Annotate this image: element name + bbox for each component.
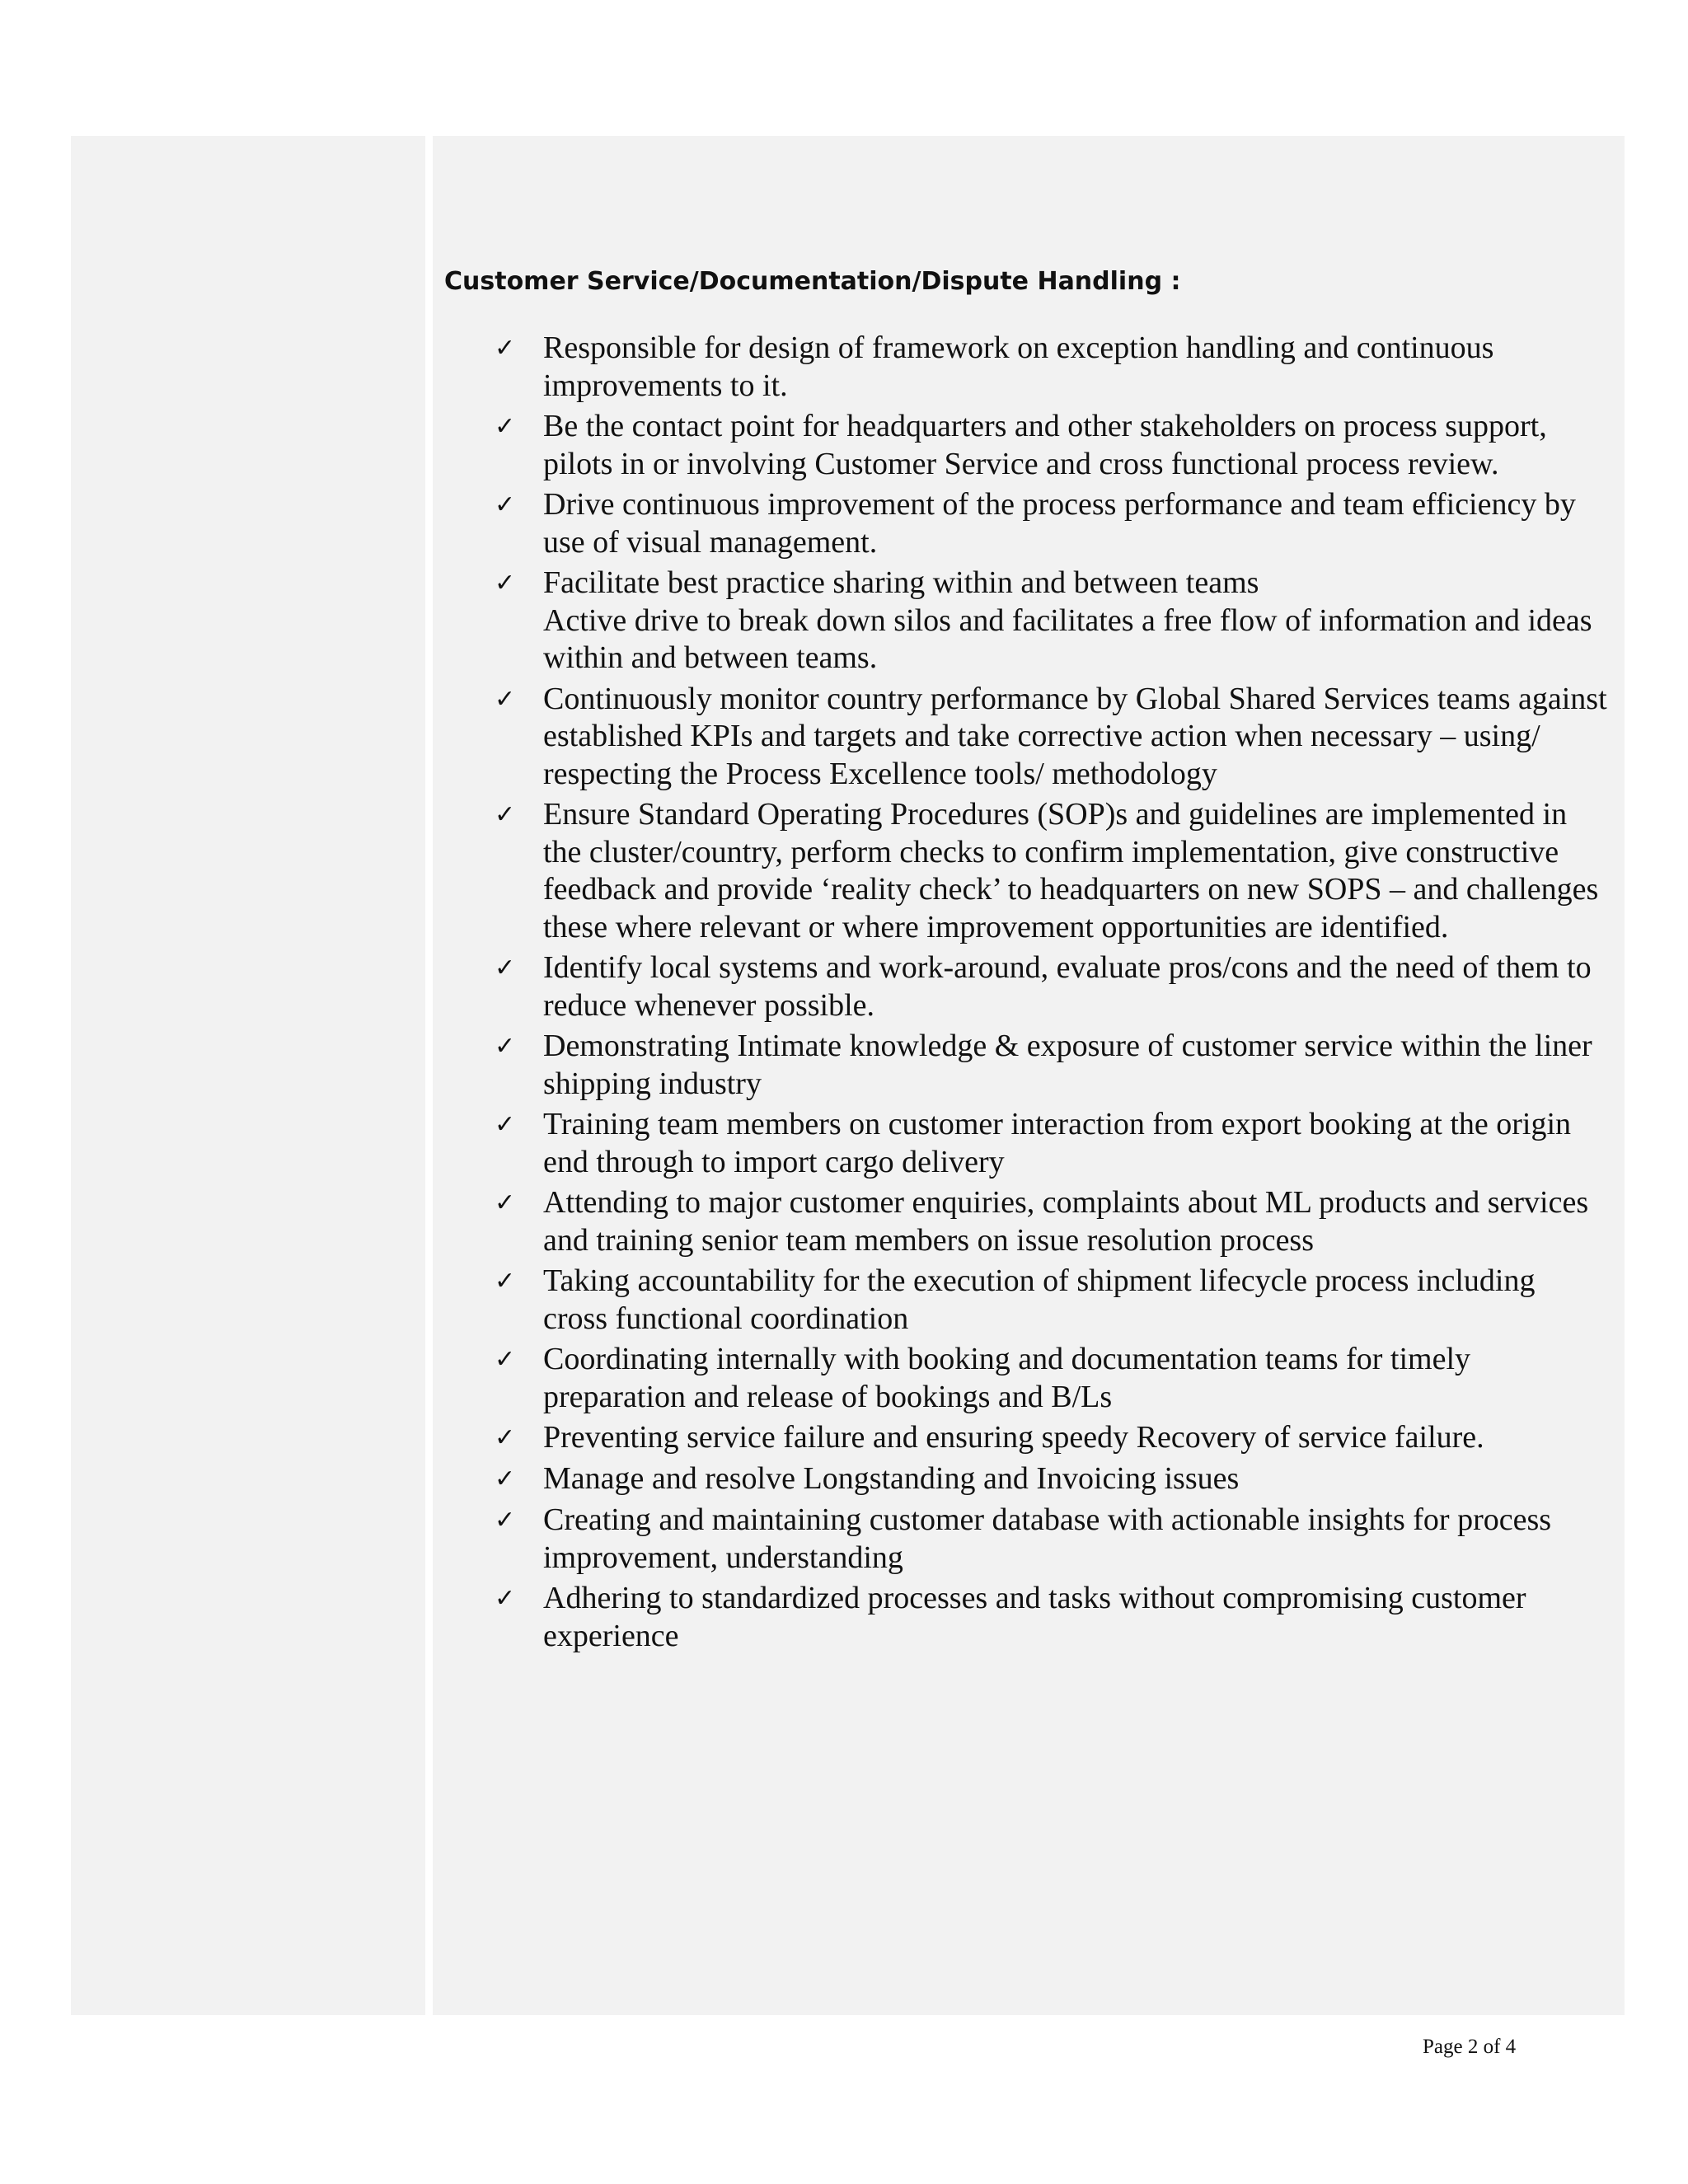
checkmark-icon: ✓ [495,1188,516,1217]
list-item-text: Ensure Standard Operating Procedures (SOP)s and guidelines are implemented in the cluster/country, perform checks to confirm implementation, give constructive feedback and provide ‘reality check’ to headquarters on new SOPS – and challenges these where relevant or where improvement opportunities are identified. [543,797,1599,944]
list-item-text: Coordinating internally with booking and documentation teams for timely preparation and release of bookings and B/Ls [543,1342,1471,1414]
list-item [495,681,1607,794]
list-item-text: Facilitate best practice sharing within and between teams [543,565,1259,600]
list-item [495,1460,1607,1498]
checkmark-icon: ✓ [495,334,516,363]
checkmark-icon: ✓ [495,1465,516,1493]
list-item [495,1580,1607,1655]
checkmark-icon: ✓ [495,569,516,598]
checkmark-icon: ✓ [495,684,516,714]
sidebar-panel [71,136,425,2015]
checkmark-icon: ✓ [495,800,516,829]
list-item [495,1263,1607,1338]
list-item [495,1184,1607,1259]
list-item [495,1419,1607,1457]
list-item-text: Manage and resolve Longstanding and Invoicing issues [543,1461,1240,1496]
list-item-text: Responsible for design of framework on exception handling and continuous improvements to it. [543,330,1494,403]
list-item [495,330,1607,405]
list-item [495,1502,1607,1577]
list-item-text: Continuously monitor country performance by Global Shared Services teams against established KPIs and targets and take corrective action when necessary – using/ respecting the Process Excellence tools/ methodology [543,681,1607,791]
list-item-text-group [543,565,1607,677]
checkmark-icon: ✓ [495,954,516,982]
list-item [495,796,1607,946]
responsibility-list [495,330,1607,1658]
checkmark-icon: ✓ [495,1345,516,1374]
list-item-text: Identify local systems and work-around, evaluate pros/cons and the need of them to reduce whenever possible. [543,950,1592,1023]
checkmark-icon: ✓ [495,1506,516,1535]
list-item-text: Attending to major customer enquiries, complaints about ML products and services and training senior team members on issue resolution process [543,1185,1589,1258]
list-item [495,486,1607,561]
list-item-continuation: Active drive to break down silos and facilitates a free flow of information and ideas within and between teams. [543,602,1592,675]
checkmark-icon: ✓ [495,1584,516,1613]
checkmark-icon: ✓ [495,1110,516,1139]
list-item-text: Taking accountability for the execution of shipment lifecycle process including cross functional coordination [543,1263,1536,1336]
checkmark-icon: ✓ [495,1423,516,1452]
list-item [495,565,1607,677]
section-heading: Customer Service/Documentation/Dispute Handling : [444,267,1181,296]
list-item-text: Be the contact point for headquarters and other stakeholders on process support, pilots in or involving Customer Service and cross functional process review. [543,409,1547,481]
list-item [495,1106,1607,1181]
list-item-text: Creating and maintaining customer database with actionable insights for process improvement, understanding [543,1502,1552,1575]
list-item [495,949,1607,1024]
list-item-text: Preventing service failure and ensuring speedy Recovery of service failure. [543,1420,1484,1455]
list-item-text: Training team members on customer interaction from export booking at the origin end through to import cargo delivery [543,1107,1572,1179]
list-item [495,1341,1607,1416]
page-number: Page 2 of 4 [1423,2036,1517,2058]
list-item-text: Adhering to standardized processes and tasks without compromising customer experience [543,1581,1526,1653]
checkmark-icon: ✓ [495,1032,516,1061]
checkmark-icon: ✓ [495,412,516,441]
list-item [495,408,1607,483]
list-item [495,1028,1607,1103]
list-item-text: Demonstrating Intimate knowledge & exposure of customer service within the liner shipping industry [543,1029,1592,1101]
checkmark-icon: ✓ [495,1267,516,1296]
checkmark-icon: ✓ [495,490,516,519]
list-item-text: Drive continuous improvement of the process performance and team efficiency by use of visual management. [543,487,1576,560]
